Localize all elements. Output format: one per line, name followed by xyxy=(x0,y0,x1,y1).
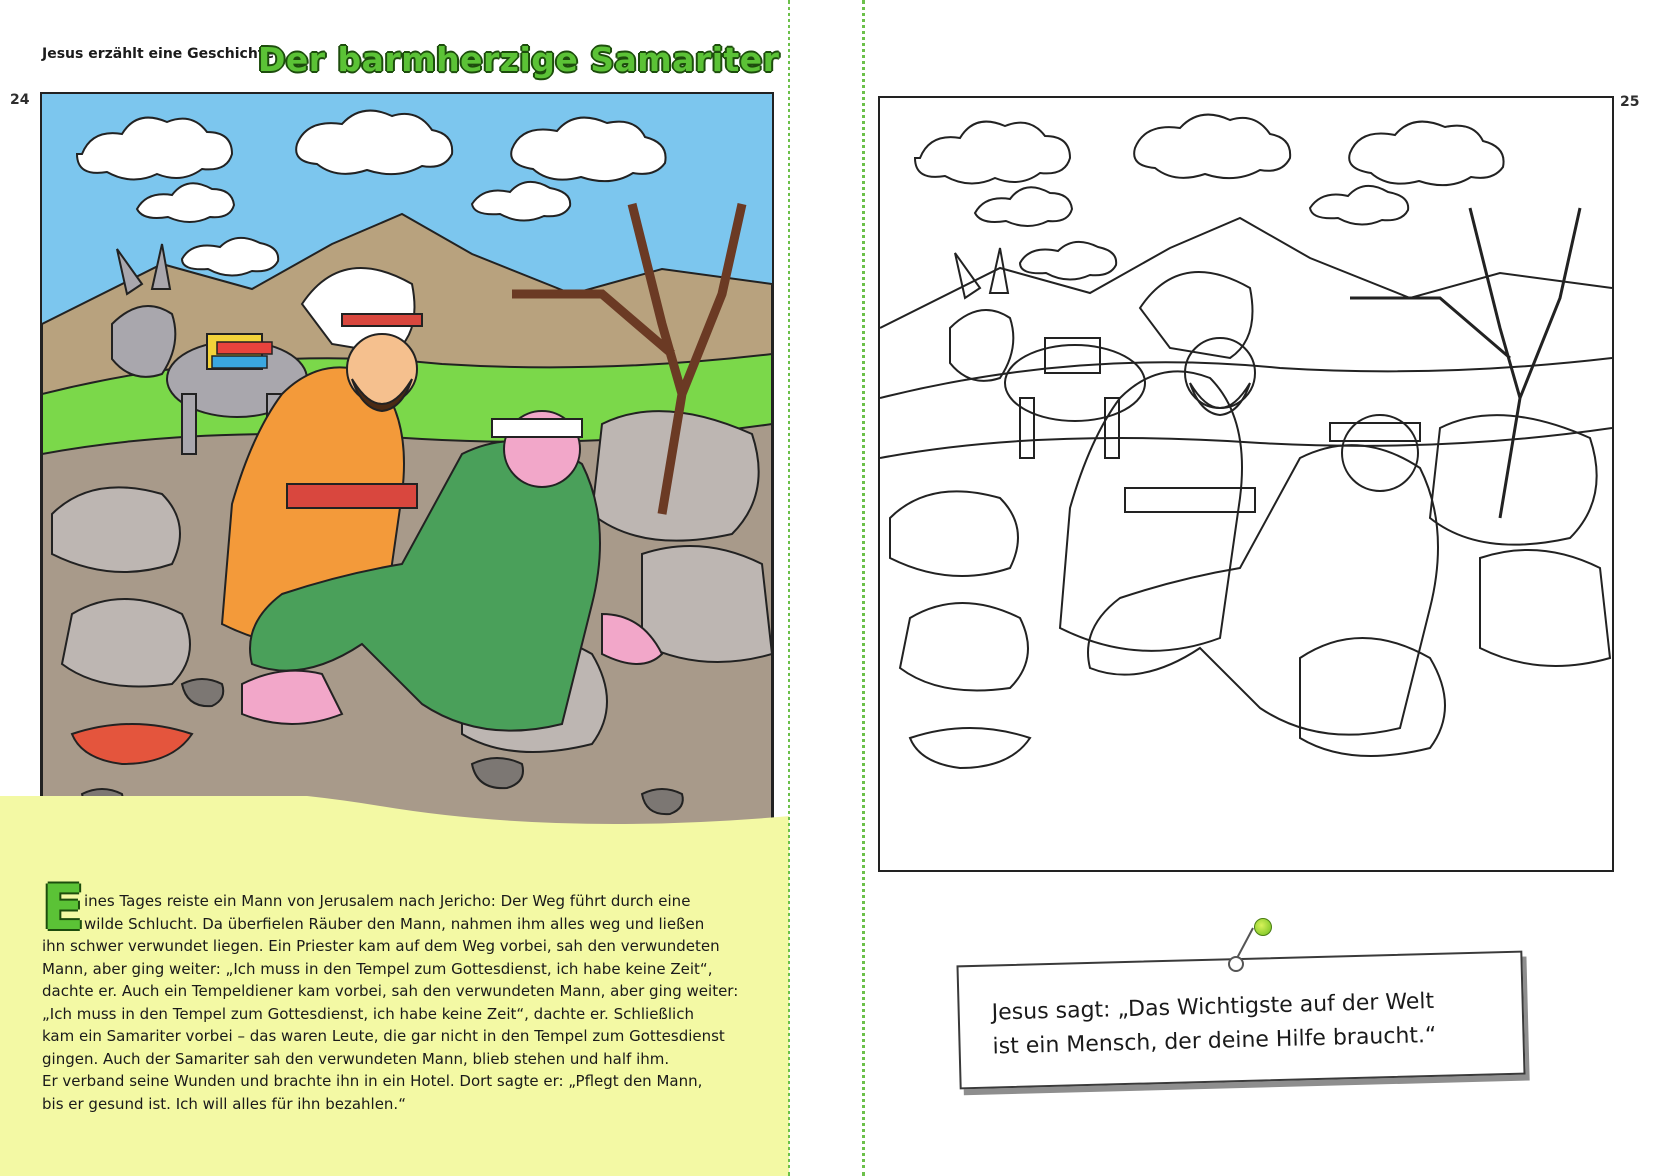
page-number-right: 25 xyxy=(1620,94,1640,110)
story-line: Mann, aber ging weiter: „Ich muss in den Tempel zum Gottesdienst, ich habe keine Zeit“, xyxy=(42,959,713,978)
story-line: ihn schwer verwundet liegen. Ein Priester kam auf dem Weg vorbei, sah den verwundeten xyxy=(42,937,720,955)
drop-cap: E xyxy=(42,871,85,944)
pin-hole-icon xyxy=(1228,956,1244,972)
color-illustration xyxy=(40,92,774,868)
story-text xyxy=(42,890,762,1115)
pin-icon xyxy=(1254,918,1272,936)
samaritan-scene-outline xyxy=(880,98,1612,870)
quote-line: ist ein Mensch, der deine Hilfe braucht.“ xyxy=(992,1022,1437,1060)
right-page xyxy=(790,0,1654,1176)
samaritan-scene-color xyxy=(42,94,772,866)
quote-text xyxy=(991,983,1503,1064)
left-page xyxy=(0,0,790,1176)
quote-card xyxy=(958,944,1528,1082)
page-title: Der barmherzige Samariter xyxy=(258,40,780,79)
story-line: dachte er. Auch ein Tempeldiener kam vorbei, sah den verwundeten Mann, aber ging weiter: xyxy=(42,982,739,1000)
dotted-divider-right xyxy=(862,0,865,1176)
story-line: kam ein Samariter vorbei – das waren Leute, die gar nicht in den Tempel zum Gottesdienst xyxy=(42,1027,725,1045)
story-line: ines Tages reiste ein Mann von Jerusalem nach Jericho: Der Weg führt durch eine xyxy=(84,892,691,910)
story-line: Er verband seine Wunden und brachte ihn in ein Hotel. Dort sagte er: „Pflegt den Mann, xyxy=(42,1072,703,1090)
header-subtitle: Jesus erzählt eine Geschichte: xyxy=(42,46,280,62)
story-line: bis er gesund ist. Ich will alles für ihn bezahlen.“ xyxy=(42,1094,406,1113)
story-line: gingen. Auch der Samariter sah den verwundeten Mann, blieb stehen und half ihm. xyxy=(42,1049,670,1068)
quote-line: Jesus sagt: „Das Wichtigste auf der Welt xyxy=(991,988,1435,1026)
story-line: wilde Schlucht. Da überfielen Räuber den Mann, nahmen ihm alles weg und ließen xyxy=(84,914,705,933)
story-line: „Ich muss in den Tempel zum Gottesdienst, ich habe keine Zeit“, dachte er. Schließlich xyxy=(42,1004,694,1023)
quote-box xyxy=(956,951,1525,1090)
coloring-illustration xyxy=(878,96,1614,872)
page-number-left: 24 xyxy=(10,92,30,108)
